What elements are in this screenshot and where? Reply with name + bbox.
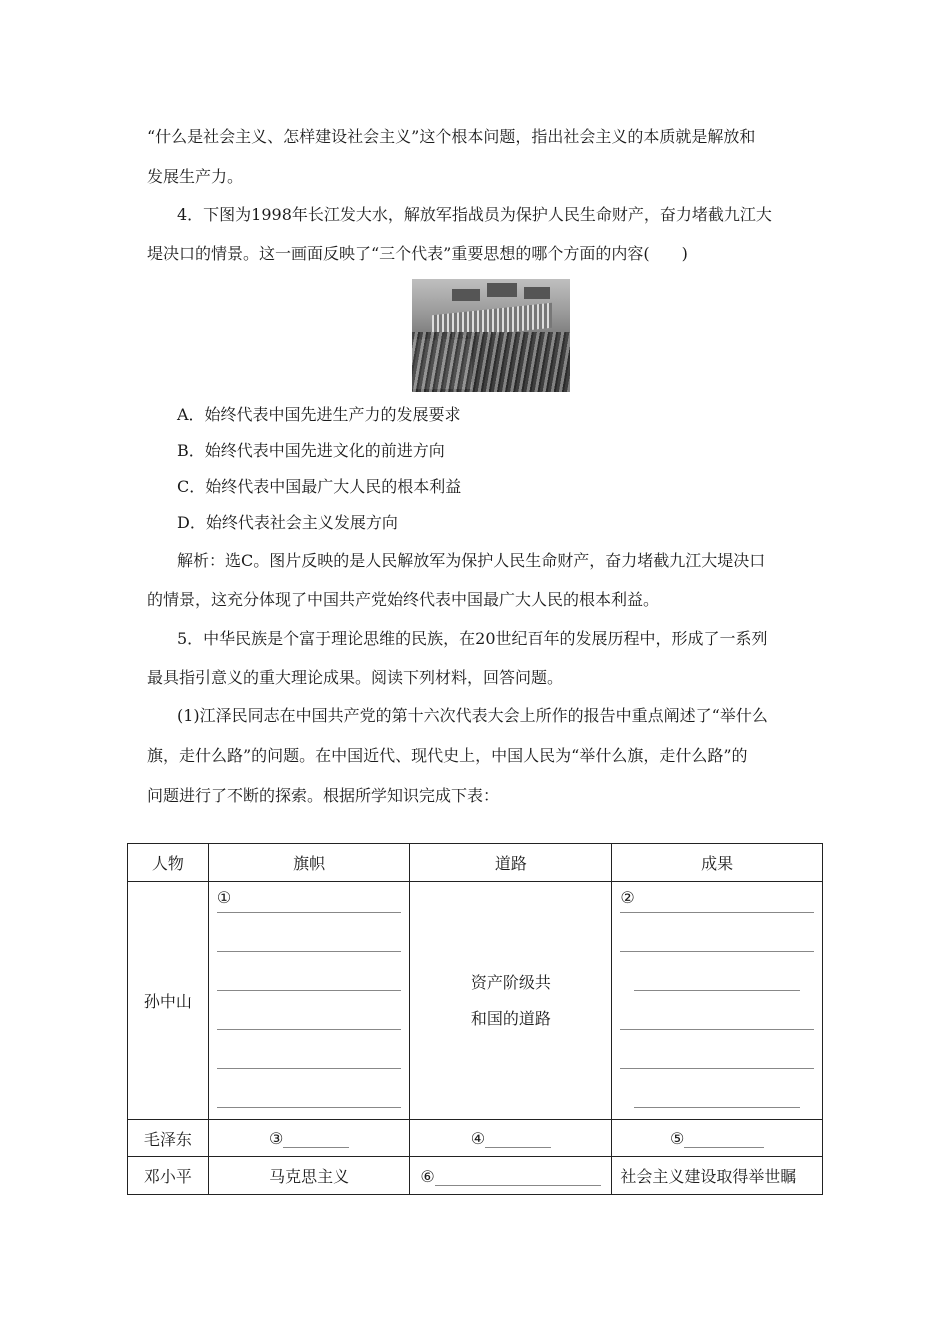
cell-person: 孙中山 xyxy=(128,882,209,1120)
table-row xyxy=(128,1120,823,1157)
subquestion-1-line-1: (1)江泽民同志在中国共产党的第十六次代表大会上所作的报告中重点阐述了“举什么 xyxy=(177,706,768,725)
blank-line[interactable] xyxy=(634,1083,800,1108)
option-c: C．始终代表中国最广大人民的根本利益 xyxy=(177,477,462,496)
subquestion-1-line-3: 问题进行了不断的探索。根据所学知识完成下表： xyxy=(147,786,500,805)
answer-table xyxy=(127,843,823,1195)
question-4-line-2: 堤决口的情景。这一画面反映了“三个代表”重要思想的哪个方面的内容( ) xyxy=(147,244,688,263)
blank-5-label: ⑤ xyxy=(670,1129,685,1148)
header-road: 道路 xyxy=(410,844,612,882)
option-a: A．始终代表中国先进生产力的发展要求 xyxy=(177,405,461,424)
blank-line[interactable] xyxy=(217,927,402,952)
cell-road-blank[interactable] xyxy=(410,1120,612,1157)
blank-line[interactable] xyxy=(634,966,800,991)
blank-1[interactable]: ① xyxy=(217,888,402,913)
blank-4-label: ④ xyxy=(470,1129,486,1148)
blank-line[interactable] xyxy=(620,927,814,952)
text-line-1: “什么是社会主义、怎样建设社会主义”这个根本问题，指出社会主义的本质就是解放和 xyxy=(147,127,756,146)
flood-photo xyxy=(412,279,570,392)
blank-2[interactable]: ② xyxy=(620,888,814,913)
option-d: D．始终代表社会主义发展方向 xyxy=(177,513,398,532)
table-row xyxy=(128,1157,823,1195)
road-line-2: 和国的道路 xyxy=(470,1008,551,1028)
text-line-2: 发展生产力。 xyxy=(147,167,244,186)
header-result: 成果 xyxy=(612,844,823,882)
blank-5[interactable] xyxy=(684,1128,764,1148)
header-flag: 旗帜 xyxy=(208,844,410,882)
subquestion-1-line-2: 旗，走什么路”的问题。在中国近代、现代史上，中国人民为“举什么旗，走什么路”的 xyxy=(147,746,748,765)
table-row xyxy=(128,882,823,1120)
question-5-line-2: 最具指引意义的重大理论成果。阅读下列材料，回答问题。 xyxy=(147,668,564,687)
blank-6-label: ⑥ xyxy=(420,1166,435,1186)
blank-line[interactable] xyxy=(217,1005,402,1030)
cell-person: 邓小平 xyxy=(128,1157,209,1195)
blank-6[interactable] xyxy=(435,1166,601,1186)
analysis-line-1: 解析：选C。图片反映的是人民解放军为保护人民生命财产，奋力堵截九江大堤决口 xyxy=(177,551,766,570)
cell-result-blank[interactable] xyxy=(612,882,823,1120)
blank-3[interactable] xyxy=(283,1128,349,1148)
blank-line[interactable] xyxy=(217,1044,402,1069)
cell-road-blank[interactable] xyxy=(410,1157,612,1195)
cell-person: 毛泽东 xyxy=(128,1120,209,1157)
blank-4[interactable] xyxy=(485,1128,551,1148)
header-person: 人物 xyxy=(128,844,209,882)
blank-line[interactable] xyxy=(620,1044,814,1069)
blank-line[interactable] xyxy=(217,1083,402,1108)
analysis-line-2: 的情景，这充分体现了中国共产党始终代表中国最广大人民的根本利益。 xyxy=(147,590,660,609)
table-header-row xyxy=(128,844,823,882)
cell-result: 社会主义建设取得举世瞩 xyxy=(612,1157,823,1195)
cell-flag-blank[interactable] xyxy=(208,882,410,1120)
question-5-line-1: 5．中华民族是个富于理论思维的民族，在20世纪百年的发展历程中，形成了一系列 xyxy=(177,629,768,648)
cell-flag: 马克思主义 xyxy=(208,1157,410,1195)
option-b: B．始终代表中国先进文化的前进方向 xyxy=(177,441,445,460)
cell-flag-blank[interactable] xyxy=(208,1120,410,1157)
cell-result-blank[interactable] xyxy=(612,1120,823,1157)
blank-line[interactable] xyxy=(620,1005,814,1030)
question-4-line-1: 4．下图为1998年长江发大水，解放军指战员为保护人民生命财产，奋力堵截九江大 xyxy=(177,205,772,224)
road-line-1: 资产阶级共 xyxy=(470,972,551,992)
blank-3-label: ③ xyxy=(268,1129,284,1148)
cell-road xyxy=(410,882,612,1120)
blank-line[interactable] xyxy=(217,966,402,991)
